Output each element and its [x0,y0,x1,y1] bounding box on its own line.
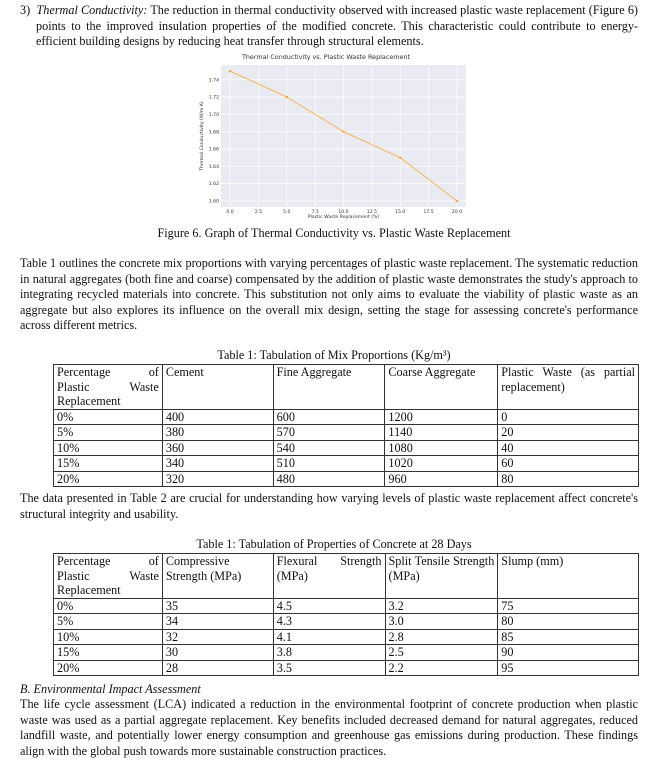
table-cell: 15% [54,645,163,661]
table-cell: 10% [54,629,163,645]
table-cell: 1140 [385,425,498,441]
table-cell: 2.8 [385,629,498,645]
x-tick-label: 15.0 [395,210,406,215]
table-cell: 20 [498,425,639,441]
table-cell: 10% [54,440,163,456]
section-b-paragraph: The life cycle assessment (LCA) indicated a reduction in the environmental footprint of concrete production when plastic waste was used as a partial aggregate replacement. Key benefits included decreased demand for natural aggregates, reduced landfill waste, and potentially lower energy consumption and greenhouse gas emissions during production. These findings align with the global push towards more sustainable construction practices. [20,697,638,758]
header-cell: Cement [162,365,273,410]
x-axis-label: Plastic Waste Replacement (%) [307,215,380,220]
table-row [54,598,639,614]
table-cell: 2.5 [385,645,498,661]
y-tick-label: 1.72 [208,95,219,101]
table-cell: 340 [162,456,273,472]
x-tick-label: 10.0 [338,210,349,215]
table-cell: 0% [54,409,163,425]
x-tick-label: 7.5 [311,210,319,215]
y-tick-label: 1.66 [208,147,219,153]
table-row [54,409,639,425]
header-cell: Percentage of Plastic Waste Replacement [54,554,163,599]
table-cell: 0 [498,409,639,425]
table-cell: 75 [498,598,639,614]
table-1-intro-paragraph: Table 1 outlines the concrete mix proportions with varying percentages of plastic waste replacement. The systematic reduction in natural aggregates (both fine and coarse) compensated by the addition of plastic waste demonstrates the study's approach to integrating recycled materials into concrete. This substitution not only aims to evaluate the viability of plastic waste as an aggregate but also explores its influence on the overall mix design, setting the stage for assessing concrete's performance across different metrics. [20,256,638,333]
table-row [54,614,639,630]
y-tick-label: 1.60 [208,199,219,205]
header-cell: Compressive Strength (MPa) [162,554,273,599]
table-cell: 1020 [385,456,498,472]
data-point [285,96,288,99]
table-cell: 15% [54,456,163,472]
data-point [342,130,345,133]
table-2-intro-paragraph: The data presented in Table 2 are crucial for understanding how varying levels of plastic waste replacement affect concrete's structural integrity and usability. [20,491,638,521]
table-cell: 570 [273,425,385,441]
table-cell: 1080 [385,440,498,456]
table-cell: 90 [498,645,639,661]
table-cell: 40 [498,440,639,456]
table-cell: 5% [54,614,163,630]
table-row [54,440,639,456]
header-cell: Fine Aggregate [273,365,385,410]
figure-6-caption: Figure 6. Graph of Thermal Conductivity vs. Plastic Waste Replacement [157,226,511,240]
table-2-caption: Table 1: Tabulation of Properties of Concrete at 28 Days [196,537,472,551]
table-1-caption: Table 1: Tabulation of Mix Proportions (Kg/m³) [217,348,451,362]
table-row [54,456,639,472]
table-cell: 480 [273,471,385,487]
section-3-marker: 3) [20,3,31,17]
thermal-conductivity-chart [196,51,476,223]
table-row [54,471,639,487]
x-tick-label: 20.0 [451,210,463,215]
table-cell: 360 [162,440,273,456]
table-cell: 1200 [385,409,498,425]
table-cell: 60 [498,456,639,472]
chart-title: Thermal Conductivity vs. Plastic Waste Replacement [241,53,411,61]
x-tick-label: 5.0 [283,210,291,215]
table-cell: 4.1 [273,629,385,645]
table-cell: 30 [162,645,273,661]
table-header-row [54,554,639,599]
table-cell: 20% [54,660,163,676]
table-cell: 320 [162,471,273,487]
data-point [399,156,402,159]
table-cell: 80 [498,471,639,487]
table-cell: 540 [273,440,385,456]
table-row [54,629,639,645]
table-cell: 600 [273,409,385,425]
table-cell: 34 [162,614,273,630]
table-cell: 95 [498,660,639,676]
x-tick-label: 17.5 [423,210,434,215]
y-tick-label: 1.74 [208,78,219,84]
table-cell: 3.5 [273,660,385,676]
y-tick-label: 1.62 [208,182,219,188]
table-header-row [54,365,639,410]
table-cell: 2.2 [385,660,498,676]
header-cell: Coarse Aggregate [385,365,498,410]
header-cell: Split Tensile Strength (MPa) [385,554,498,599]
table-cell: 3.2 [385,598,498,614]
concrete-properties-table [53,553,639,676]
table-cell: 28 [162,660,273,676]
y-tick-label: 1.70 [208,112,219,118]
header-cell: Percentage of Plastic Waste Replacement [54,365,163,410]
x-tick-label: 0.0 [226,210,234,215]
section-3-heading: Thermal Conductivity: [36,3,148,17]
table-row [54,425,639,441]
mix-proportions-table [53,364,639,487]
table-cell: 85 [498,629,639,645]
table-cell: 35 [162,598,273,614]
table-cell: 0% [54,598,163,614]
y-axis-label: Thermal Conductivity (W/m·K) [200,101,205,171]
table-cell: 20% [54,471,163,487]
table-cell: 400 [162,409,273,425]
table-cell: 4.5 [273,598,385,614]
table-cell: 510 [273,456,385,472]
table-cell: 32 [162,629,273,645]
table-cell: 960 [385,471,498,487]
table-cell: 3.8 [273,645,385,661]
section-3-text: The reduction in thermal conductivity observed with increased plastic waste replacement (Figure 6) points to the improved insulation properties of the modified concrete. This characteristic could contribute to energy-efficient building designs by reducing heat transfer through structural elements. [36,3,638,49]
table-cell: 5% [54,425,163,441]
table-cell: 3.0 [385,614,498,630]
header-cell: Slump (mm) [498,554,639,599]
x-tick-label: 2.5 [254,210,263,215]
section-3-paragraph [20,3,638,50]
table-cell: 4.3 [273,614,385,630]
header-cell: Flexural Strength (MPa) [273,554,385,599]
y-tick-label: 1.64 [208,164,219,170]
data-point [229,70,232,73]
header-cell: Plastic Waste (as partial replacement) [498,365,639,410]
data-point [456,200,459,203]
table-cell: 80 [498,614,639,630]
y-tick-label: 1.68 [208,130,219,136]
table-row [54,660,639,676]
x-tick-label: 12.5 [366,210,377,215]
table-cell: 380 [162,425,273,441]
section-b-heading: B. Environmental Impact Assessment [20,682,201,696]
table-row [54,645,639,661]
